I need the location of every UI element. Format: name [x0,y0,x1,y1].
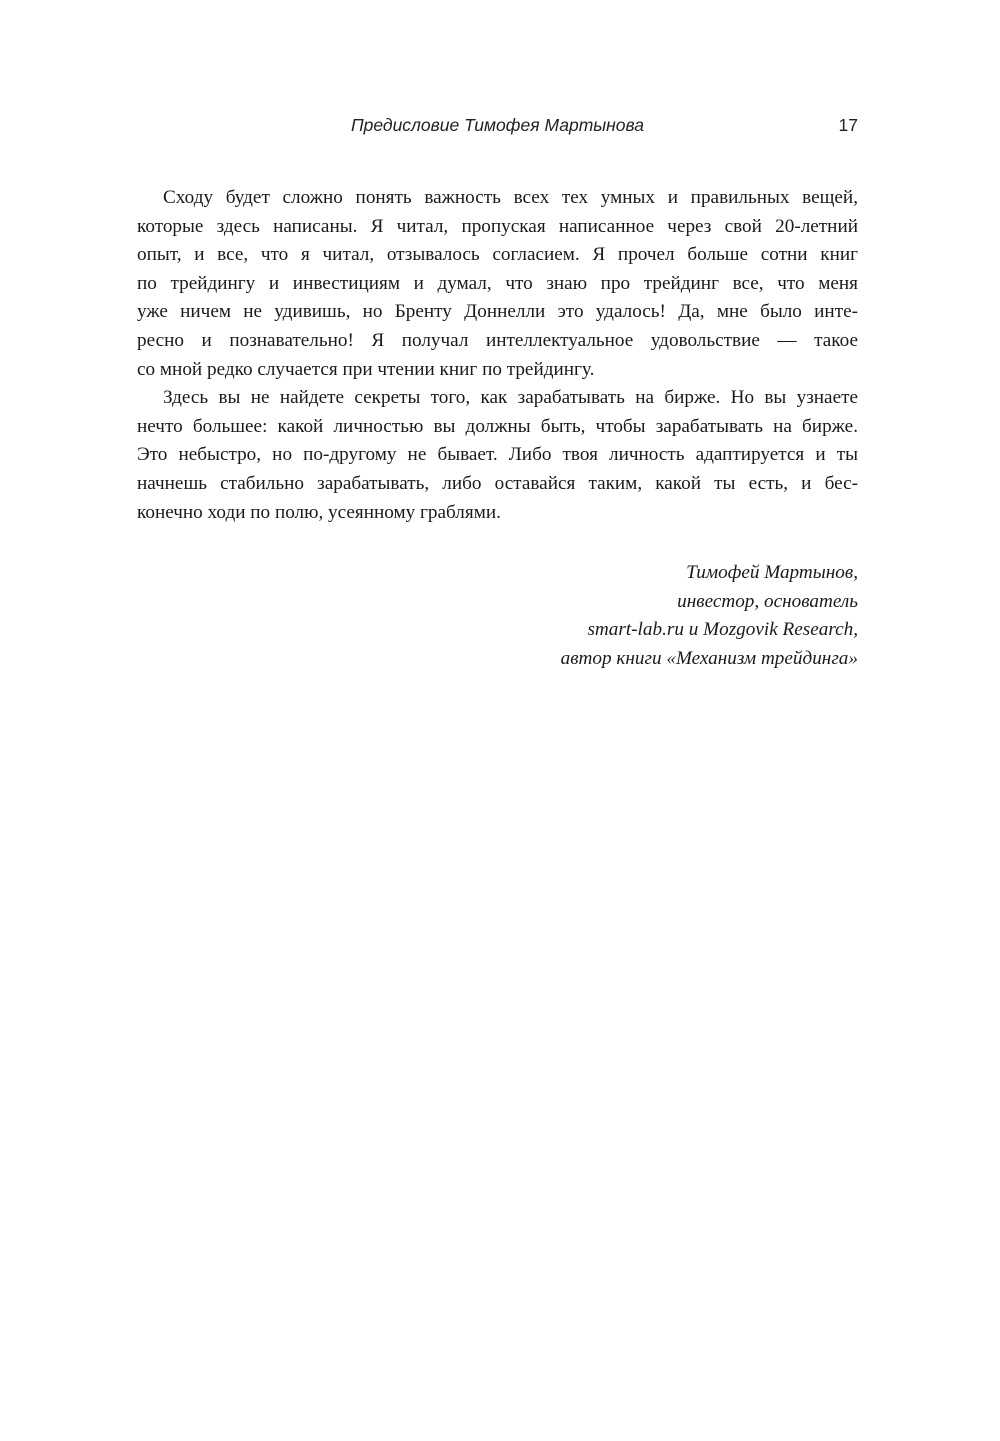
text-line: Это небыстро, но по-другому не бывает. Либо твоя личность адаптируется и ты [137,444,858,466]
signature-name: Тимофей Мартынов, [686,562,858,583]
signature-block [358,559,858,673]
paragraph-1 [137,184,858,384]
text-line: со мной редко случается при чтении книг по трейдингу. [137,358,595,380]
text-line: уже ничем не удивишь, но Бренту Доннелли это удалось! Да, мне было инте- [137,301,858,323]
text-line: конечно ходи по полю, усеянному граблями. [137,501,501,523]
text-line: Сходу будет сложно понять важность всех тех умных и правильных вещей, [163,187,858,208]
text-line: начнешь стабильно зарабатывать, либо оставайся таким, какой ты есть, и бес- [137,472,858,494]
text-line: которые здесь написаны. Я читал, пропуская написанное через свой 20-летний [137,215,858,237]
text-line: по трейдингу и инвестициям и думал, что знаю про трейдинг все, что меня [137,272,858,294]
text-line: нечто большее: какой личностью вы должны быть, чтобы зарабатывать на бирже. [137,415,858,437]
text-line: Здесь вы не найдете секреты того, как зарабатывать на бирже. Но вы узнаете [163,387,858,409]
body-text [137,184,858,527]
text-line: ресно и познавательно! Я получал интеллектуальное удовольствие — такое [137,329,858,351]
running-head [140,115,858,139]
page-number: 17 [838,115,858,135]
running-title: Предисловие Тимофея Мартынова [350,115,644,135]
paragraph-2 [137,384,858,527]
text-line: опыт, и все, что я читал, отзывалось согласием. Я прочел больше сотни книг [137,244,858,266]
signature-role: инвестор, основатель [677,590,858,612]
signature-companies: smart-lab.ru и Mozgovik Research, [587,619,858,641]
signature-book: автор книги «Механизм трейдинга» [560,647,858,669]
